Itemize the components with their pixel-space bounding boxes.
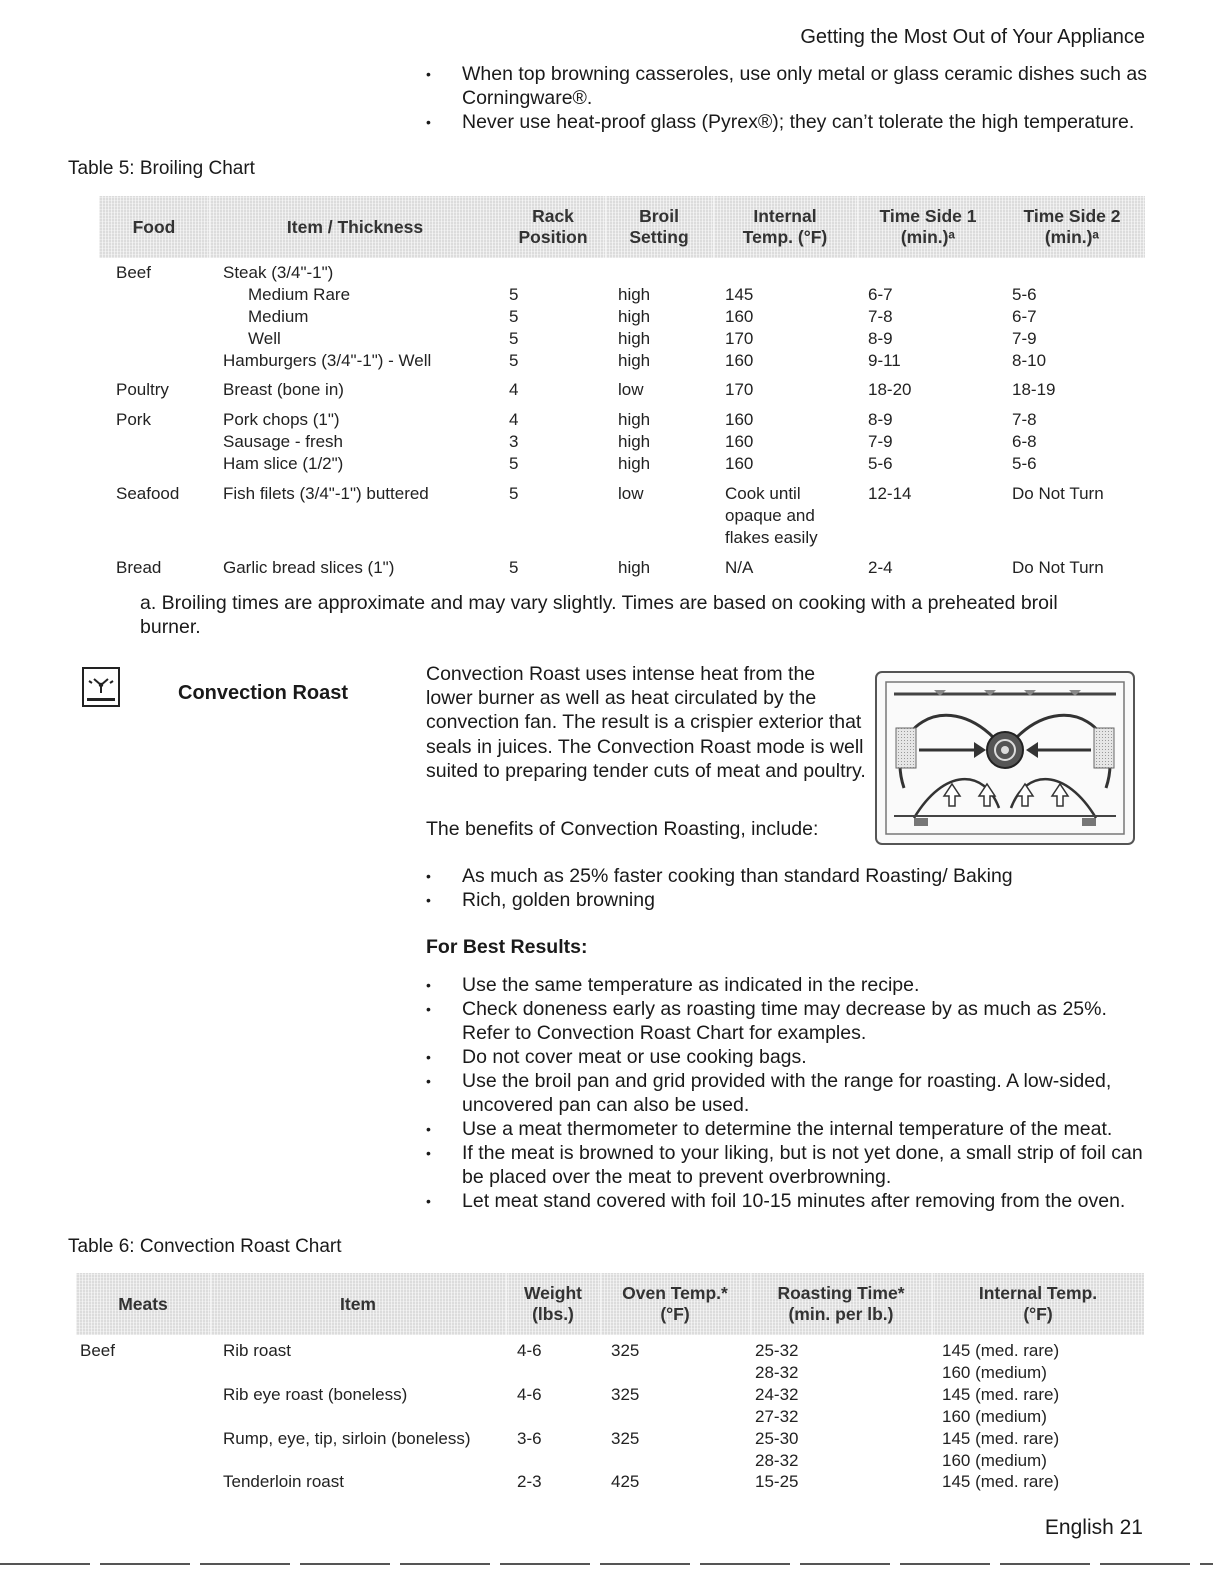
table5-cell-item: Breast (bone in) [223, 380, 344, 399]
best-results-item: • Check doneness early as roasting time may decrease by as much as 25%. Refer to Convection Roast Chart for examples. [426, 997, 1156, 1045]
table5-cell-time1: 18-20 [868, 380, 912, 399]
table5-cell-food: Poultry [116, 380, 169, 399]
table5-cell-time2: 5-6 [1012, 454, 1037, 473]
table5-cell-time2: Do Not Turn [1012, 558, 1104, 577]
best-results-item: • Use a meat thermometer to determine the internal temperature of the meat. [426, 1117, 1156, 1141]
table6-cell-item: Rib eye roast (boneless) [223, 1385, 408, 1404]
table5-cell-item: Pork chops (1") [223, 410, 340, 429]
intro-bullet: • When top browning casseroles, use only metal or glass ceramic dishes such as Corningware®. [426, 62, 1156, 110]
table6-cell-time: 24-32 27-32 [755, 1385, 799, 1426]
table6-cell-oven: 325 [611, 1429, 640, 1448]
table5-cell-temp: N/A [725, 558, 754, 577]
table5-cell-food: Beef [116, 263, 151, 282]
table6-cell-time: 25-32 28-32 [755, 1341, 799, 1382]
benefit-item: • As much as 25% faster cooking than standard Roasting/ Baking [426, 864, 1146, 888]
table5-cell-food: Bread [116, 558, 162, 577]
table5-caption: Table 5: Broiling Chart [68, 158, 255, 179]
table5-cell-rack: 4 [509, 410, 519, 429]
table6-cell-weight: 2-3 [517, 1472, 542, 1491]
table5-cell-broil: high [618, 285, 651, 304]
table5-header-food: Food [99, 196, 210, 258]
table5-cell-item: Medium Rare [248, 285, 351, 304]
table5-cell-item: Sausage - fresh [223, 432, 344, 451]
table5-cell-temp: 160 [725, 307, 754, 326]
best-results-heading: For Best Results: [426, 936, 588, 958]
running-header: Getting the Most Out of Your Appliance [800, 26, 1145, 48]
intro-bullet: • Never use heat-proof glass (Pyrex®); they can’t tolerate the high temperature. [426, 110, 1156, 134]
best-results-item: • Use the same temperature as indicated in the recipe. [426, 973, 1156, 997]
table5-cell-broil: high [618, 329, 651, 348]
table5-header-time2: Time Side 2 (min.)ᵃ [999, 196, 1145, 258]
table5-cell-time2: 7-9 [1012, 329, 1037, 348]
table5-cell-item: Garlic bread slices (1") [223, 558, 395, 577]
table5-cell-rack: 5 [509, 351, 519, 370]
table5-cell-time1: 6-7 [868, 285, 893, 304]
table5-cell-time2: 5-6 [1012, 285, 1037, 304]
table6-cell-time: 25-30 28-32 [755, 1429, 799, 1470]
table5-cell-item: Medium [248, 307, 309, 326]
table5-cell-item: Fish filets (3/4"-1") buttered [223, 484, 429, 503]
page-number: English 21 [1044, 1516, 1143, 1539]
table5-cell-time1: 7-8 [868, 307, 893, 326]
table5-cell-time2: 7-8 [1012, 410, 1037, 429]
table5-cell-temp: 160 [725, 351, 754, 370]
table5-cell-rack: 5 [509, 285, 519, 304]
table5-header-broil: Broil Setting [605, 196, 714, 258]
best-results-list [426, 973, 1156, 1213]
table6-cell-internal: 145 (med. rare) 160 (medium) [942, 1429, 1060, 1470]
table5-cell-time1: 9-11 [868, 351, 901, 370]
table6-cell-oven: 325 [611, 1385, 640, 1404]
convection-airflow-diagram [874, 668, 1138, 848]
table5-cell-time1: 8-9 [868, 410, 893, 429]
best-results-item: • Do not cover meat or use cooking bags. [426, 1045, 1156, 1069]
table6-cell-item: Rib roast [223, 1341, 292, 1360]
table5-cell-temp: 170 [725, 329, 754, 348]
table6-cell-item: Rump, eye, tip, sirloin (boneless) [223, 1429, 471, 1448]
table5-cell-time2: Do Not Turn [1012, 484, 1104, 503]
table6-cell-oven: 325 [611, 1341, 640, 1360]
table6-header-item: Item [210, 1273, 507, 1335]
table6-cell-meat: Beef [80, 1341, 115, 1360]
table5-cell-broil: high [618, 432, 651, 451]
table5-cell-item: Well [248, 329, 281, 348]
table5-cell-rack: 5 [509, 558, 519, 577]
table5-cell-item: Ham slice (1/2") [223, 454, 344, 473]
benefits-intro: The benefits of Convection Roasting, include: [426, 818, 819, 840]
benefit-item: • Rich, golden browning [426, 888, 1146, 912]
table6-header-internal-temp: Internal Temp. (°F) [932, 1273, 1144, 1335]
table5-cell-time1: 8-9 [868, 329, 893, 348]
table5-cell-time2: 6-8 [1012, 432, 1037, 451]
page-bottom-rule [0, 1563, 1213, 1565]
table5-cell-temp: 160 [725, 432, 754, 451]
table6-header-weight: Weight (lbs.) [506, 1273, 601, 1335]
table5-cell-temp: 160 [725, 410, 754, 429]
convection-roast-icon [82, 667, 120, 707]
table5-cell-item: Steak (3/4"-1") [223, 263, 334, 282]
table5-cell-item: Hamburgers (3/4"-1") - Well [223, 351, 432, 370]
table5-cell-temp: 160 [725, 454, 754, 473]
intro-bullet-list [426, 62, 1156, 134]
table5-cell-time1: 12-14 [868, 484, 912, 503]
table5-cell-temp: 145 [725, 285, 754, 304]
table5-cell-broil: high [618, 410, 651, 429]
table5-cell-rack: 3 [509, 432, 519, 451]
table5-cell-time2: 18-19 [1012, 380, 1056, 399]
table5-cell-rack: 5 [509, 329, 519, 348]
table5-cell-time2: 8-10 [1012, 351, 1047, 370]
table6-header-roasting-time: Roasting Time* (min. per lb.) [750, 1273, 933, 1335]
table6-caption: Table 6: Convection Roast Chart [68, 1236, 342, 1257]
table5-header-temp: Internal Temp. (°F) [713, 196, 858, 258]
table5-cell-temp: 170 [725, 380, 754, 399]
table5-cell-broil: low [618, 484, 644, 503]
table6-cell-weight: 3-6 [517, 1429, 542, 1448]
table5-footnote: a. Broiling times are approximate and may vary slightly. Times are based on cooking with a preheated broil burner. [140, 592, 1058, 638]
table6-cell-weight: 4-6 [517, 1341, 542, 1360]
table5-cell-rack: 5 [509, 484, 519, 503]
table5-cell-rack: 5 [509, 454, 519, 473]
benefits-list [426, 864, 1146, 912]
best-results-item: • Use the broil pan and grid provided with the range for roasting. A low-sided, uncovered pan can also be used. [426, 1069, 1156, 1117]
table5-cell-time1: 5-6 [868, 454, 893, 473]
table6-cell-internal: 145 (med. rare) [942, 1472, 1060, 1491]
table6-cell-item: Tenderloin roast [223, 1472, 344, 1491]
table5-cell-broil: high [618, 351, 651, 370]
convection-roast-description: Convection Roast uses intense heat from the lower burner as well as heat circulated by the convection fan. The result is a crispier exterior that seals in juices. The Convection Roast mode is well suited to preparing tender cuts of meat and poultry. [426, 663, 866, 782]
table5-cell-rack: 4 [509, 380, 519, 399]
table5-cell-rack: 5 [509, 307, 519, 326]
table5-cell-food: Seafood [116, 484, 180, 503]
table6-header-meats: Meats [76, 1273, 211, 1335]
table5-cell-broil: high [618, 558, 651, 577]
best-results-item: • If the meat is browned to your liking, but is not yet done, a small strip of foil can be placed over the meat to prevent overbrowning. [426, 1141, 1156, 1189]
table5-cell-time1: 2-4 [868, 558, 893, 577]
table5-header-rack: Rack Position [501, 196, 606, 258]
table6-cell-internal: 145 (med. rare) 160 (medium) [942, 1385, 1060, 1426]
table6-header-oven-temp: Oven Temp.* (°F) [600, 1273, 751, 1335]
table5-header-time1: Time Side 1 (min.)ᵃ [857, 196, 1000, 258]
table5-cell-time2: 6-7 [1012, 307, 1037, 326]
convection-roast-title: Convection Roast [178, 682, 349, 704]
table5-cell-broil: high [618, 307, 651, 326]
table5-cell-food: Pork [116, 410, 151, 429]
table6-cell-time: 15-25 [755, 1472, 799, 1491]
table5-cell-time1: 7-9 [868, 432, 893, 451]
table5-cell-temp: Cook until opaque and flakes easily [725, 484, 818, 547]
table5-header-item: Item / Thickness [209, 196, 502, 258]
table6-header-row [76, 1273, 1144, 1335]
table5-header-row [99, 196, 1145, 258]
table5-cell-broil: low [618, 380, 644, 399]
table6-cell-internal: 145 (med. rare) 160 (medium) [942, 1341, 1060, 1382]
best-results-item: • Let meat stand covered with foil 10-15 minutes after removing from the oven. [426, 1189, 1156, 1213]
table6-cell-weight: 4-6 [517, 1385, 542, 1404]
table6-cell-oven: 425 [611, 1472, 640, 1491]
table5-cell-broil: high [618, 454, 651, 473]
